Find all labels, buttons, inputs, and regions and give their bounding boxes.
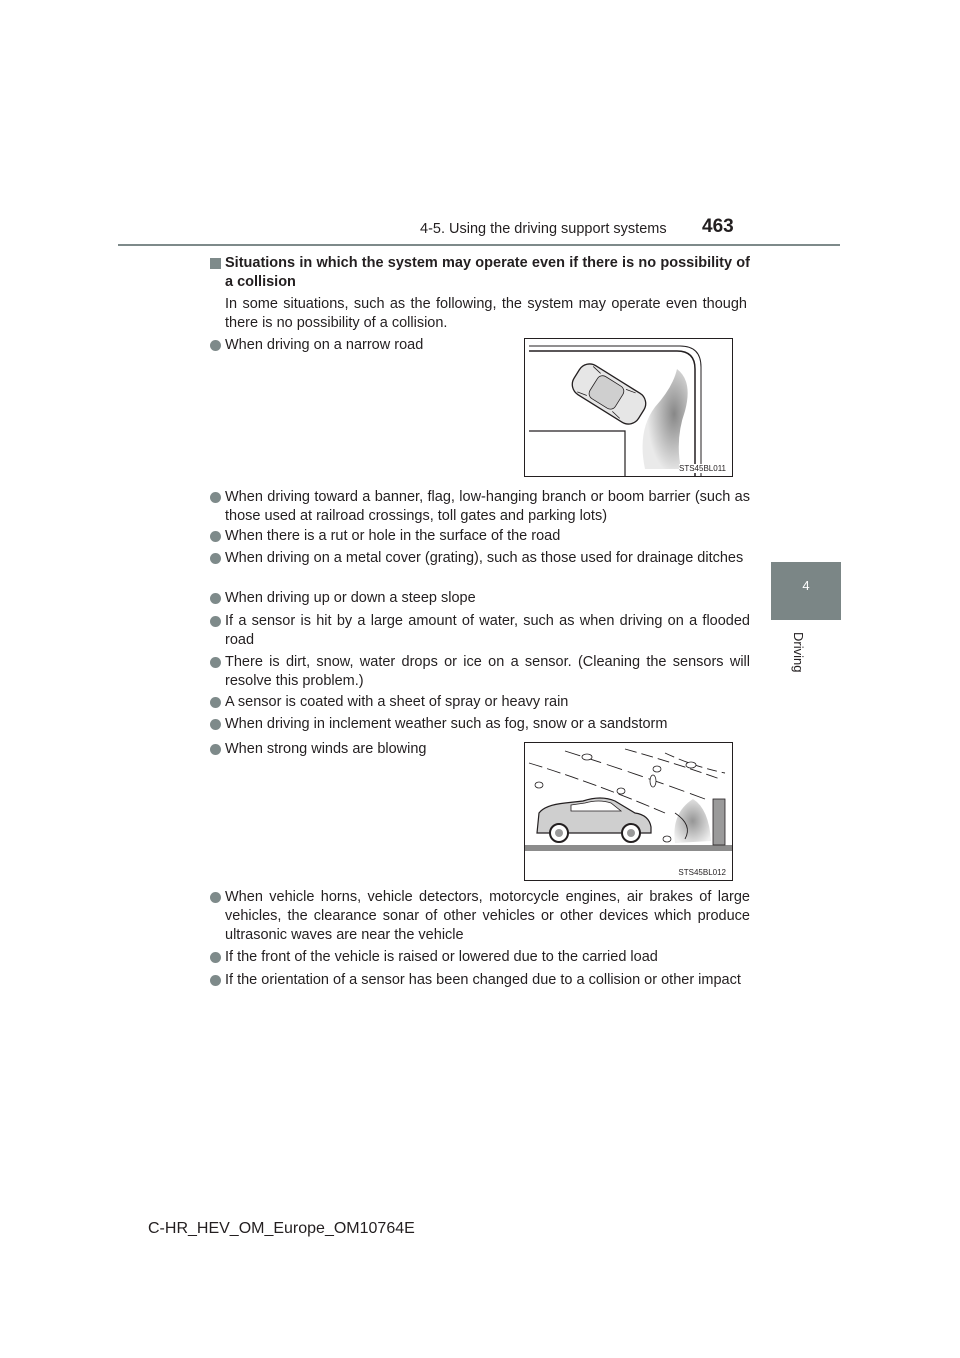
chapter-label: Driving	[791, 632, 806, 673]
figure-code: STS45BL012	[678, 868, 726, 877]
list-item-text: If a sensor is hit by a large amount of water, such as when driving on a flooded road	[225, 613, 750, 648]
list-item	[210, 715, 750, 734]
list-item-text: When driving up or down a steep slope	[225, 590, 476, 606]
circle-bullet-icon	[210, 952, 221, 963]
header-section-title: 4-5. Using the driving support systems	[420, 221, 667, 237]
list-item-text: When driving in inclement weather such as fog, snow or a sandstorm	[225, 716, 668, 732]
square-bullet-icon	[210, 258, 221, 269]
list-item	[210, 589, 750, 608]
section-heading	[210, 254, 750, 292]
list-item-text: When driving on a metal cover (grating), such as those used for drainage ditches	[225, 550, 744, 566]
list-item	[210, 549, 750, 568]
list-item-text: When strong winds are blowing	[225, 741, 427, 757]
narrow-road-illustration	[525, 339, 732, 476]
circle-bullet-icon	[210, 892, 221, 903]
list-item-text: When there is a rut or hole in the surface of the road	[225, 528, 561, 544]
list-item	[210, 488, 750, 526]
list-item	[210, 948, 750, 967]
chapter-tab	[771, 562, 841, 620]
intro-paragraph: In some situations, such as the following, the system may operate even though there is no possibility of a collision.	[225, 296, 747, 331]
list-item	[210, 612, 750, 650]
list-item-text: If the front of the vehicle is raised or lowered due to the carried load	[225, 949, 658, 965]
list-item	[210, 693, 750, 712]
circle-bullet-icon	[210, 531, 221, 542]
chapter-number: 4	[802, 578, 810, 593]
figure-strong-winds	[524, 742, 733, 881]
circle-bullet-icon	[210, 719, 221, 730]
list-item	[210, 740, 510, 759]
circle-bullet-icon	[210, 616, 221, 627]
circle-bullet-icon	[210, 697, 221, 708]
list-item-text: If the orientation of a sensor has been changed due to a collision or other impact	[225, 972, 741, 988]
circle-bullet-icon	[210, 492, 221, 503]
list-item	[210, 527, 750, 546]
list-item-text: There is dirt, snow, water drops or ice on a sensor. (Cleaning the sensors will resolve this problem.)	[225, 654, 750, 689]
circle-bullet-icon	[210, 340, 221, 351]
header-divider	[118, 244, 840, 246]
list-item	[210, 888, 750, 945]
list-item-text: When vehicle horns, vehicle detectors, motorcycle engines, air brakes of large vehicles, the clearance sonar of other vehicles or other devices which produce ultrasonic waves are near the vehicle	[225, 889, 750, 943]
list-item-text: When driving on a narrow road	[225, 337, 424, 353]
figure-narrow-road	[524, 338, 733, 477]
list-item	[210, 971, 750, 990]
circle-bullet-icon	[210, 657, 221, 668]
circle-bullet-icon	[210, 975, 221, 986]
list-item-text: A sensor is coated with a sheet of spray or heavy rain	[225, 694, 569, 710]
strong-winds-illustration	[525, 743, 732, 880]
figure-code: STS45BL011	[679, 464, 726, 473]
section-heading-text: Situations in which the system may operate even if there is no possibility of a collision	[225, 255, 750, 290]
circle-bullet-icon	[210, 553, 221, 564]
list-item-text: When driving toward a banner, flag, low-hanging branch or boom barrier (such as those used at railroad crossings, toll gates and parking lots)	[225, 489, 750, 524]
circle-bullet-icon	[210, 744, 221, 755]
list-item	[210, 336, 510, 355]
page-number: 463	[702, 216, 734, 237]
list-item	[210, 653, 750, 691]
circle-bullet-icon	[210, 593, 221, 604]
chapter-label-box	[781, 632, 831, 682]
document-id: C-HR_HEV_OM_Europe_OM10764E	[148, 1220, 415, 1237]
